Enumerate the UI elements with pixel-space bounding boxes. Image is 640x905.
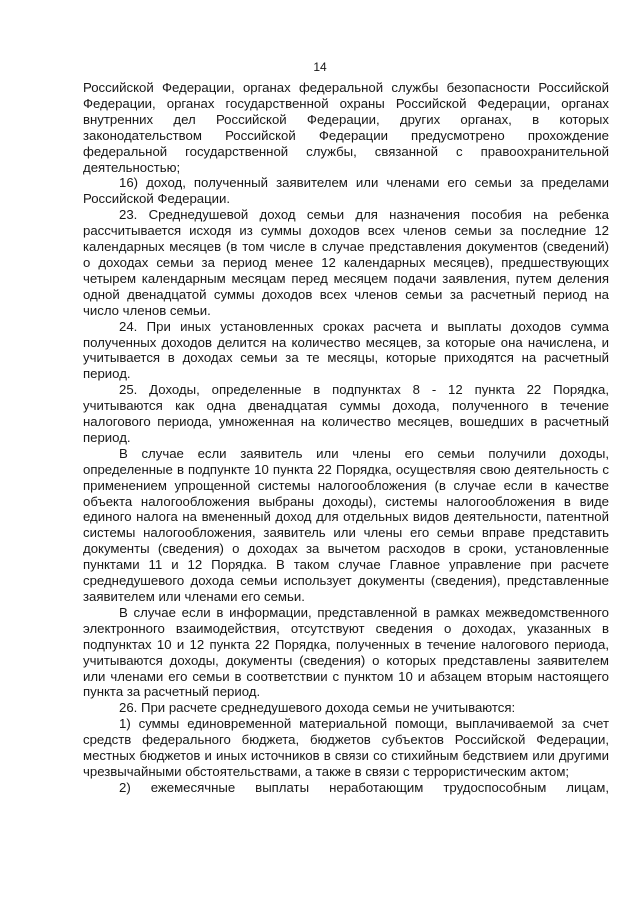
paragraph: 16) доход, полученный заявителем или членами его семьи за пределами Российской Федерации. — [83, 175, 609, 207]
paragraph: 25. Доходы, определенные в подпунктах 8 - 12 пункта 22 Порядка, учитываются как одна двенадцатая суммы дохода, полученного в течение налогового периода, умноженная на количество месяцев, вошедших в расчетный период. — [83, 382, 609, 445]
paragraph: В случае если заявитель или члены его семьи получили доходы, определенные в подпункте 10 пункта 22 Порядка, осуществляя свою деятельность с применением упрощенной системы налогообложения (в случае если в качестве объекта налогообложения выбраны доходы), системы налогообложения в виде единого налога на вмененный доход для отдельных видов деятельности, патентной системы налогообложения, заявитель или члены его семьи вправе представить документы (сведения) о доходах за вычетом расходов в сроки, установленные пунктами 11 и 12 Порядка. В таком случае Главное управление при расчете среднедушевого дохода семьи использует документы (сведения), представленные заявителем или членами его семьи. — [83, 445, 609, 604]
paragraph: 23. Среднедушевой доход семьи для назначения пособия на ребенка рассчитывается исходя из суммы доходов всех членов семьи за последние 12 календарных месяцев (в том числе в случае представления документов (сведений) о доходах семьи за период менее 12 календарных месяцев), предшествующих четырем календарным месяцам перед месяцем подачи заявления, путем деления одной двенадцатой суммы доходов всех членов семьи за расчетный период на число членов семьи. — [83, 207, 609, 318]
paragraph: 26. При расчете среднедушевого дохода семьи не учитываются: — [119, 700, 516, 716]
page-number: 14 — [313, 60, 327, 74]
paragraph: Российской Федерации, органах федеральной службы безопасности Российской Федерации, органах государственной охраны Российской Федерации, органах внутренних дел Российской Федерации, других органах, в которых законодательством Российской Федерации предусмотрено прохождение федеральной государственной службы, связанной с правоохранительной деятельностью; — [83, 80, 609, 175]
paragraph: 24. При иных установленных сроках расчета и выплаты доходов сумма полученных доходов делится на количество месяцев, за которые она начислена, и учитывается в доходах семьи за те месяцы, которые приходятся на расчетный период. — [83, 318, 609, 382]
document-body — [83, 80, 609, 796]
paragraph: 2) ежемесячные выплаты неработающим трудоспособным лицам, — [119, 779, 609, 795]
paragraph: В случае если в информации, представленной в рамках межведомственного электронного взаимодействия, отсутствуют сведения о доходах, указанных в подпунктах 10 и 12 пункта 22 Порядка, полученных в течение налогового периода, учитываются доходы, документы (сведения) о которых представлены заявителем или членами его семьи в соответствии с пунктом 10 и абзацем вторым настоящего пункта за расчетный период. — [83, 604, 609, 700]
paragraph: 1) суммы единовременной материальной помощи, выплачиваемой за счет средств федерального бюджета, бюджетов субъектов Российской Федерации, местных бюджетов и иных источников в связи со стихийным бедствием или другими чрезвычайными обстоятельствами, а также в связи с террористическим актом; — [83, 716, 609, 779]
